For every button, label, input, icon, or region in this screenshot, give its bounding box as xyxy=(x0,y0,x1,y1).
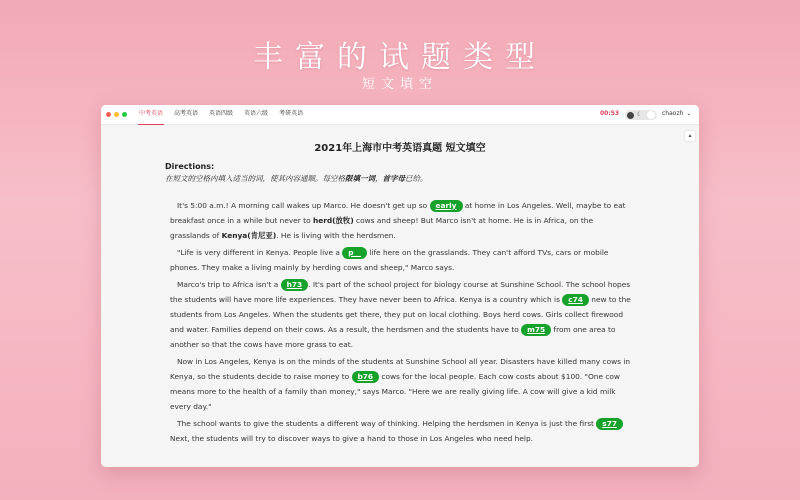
user-menu[interactable] xyxy=(662,105,691,123)
hero-title: 丰富的试题类型 xyxy=(253,40,547,75)
chevron-down-icon: ⌄ xyxy=(686,110,692,117)
blank-answer[interactable]: p__ xyxy=(342,247,367,259)
passage-text: cows for the local people. Each cow costs about $100. "One cow means more to the health of a family than money," says Marco. "Here we are really giving life. A cow will give a kid milk every day." xyxy=(170,372,620,411)
passage-bold: herd(放牧) xyxy=(312,216,354,225)
blank-answer[interactable]: c74 xyxy=(562,294,589,306)
app-window xyxy=(101,105,699,467)
exam-tabs xyxy=(138,105,304,125)
directions-part: 已给。 xyxy=(405,174,428,183)
passage-text: new to the students from Los Angeles. When the students get there, they put on local clothing. Boys herd cows. Girls collect firewood and water. Families depend on their cows. As a result, the herdsmen and the students have to xyxy=(170,295,631,334)
directions-text xyxy=(165,173,428,184)
passage-text: Next, the students will try to discover ways to give a hand to those in Los Angeles who need help. xyxy=(170,434,533,443)
passage-text: Now in Los Angeles, Kenya is on the minds of the students at Sunshine School all year. Disasters have killed many cows in Kenya, so the students decide to raise money to xyxy=(170,357,631,381)
paragraph xyxy=(170,277,632,352)
directions-part: 在短文的空格内填入适当的词，使其内容通顺。每空格 xyxy=(165,174,345,183)
moon-icon: ☾ xyxy=(637,111,643,118)
minimize-window-button[interactable] xyxy=(114,112,119,117)
blank-answer[interactable]: b76 xyxy=(352,371,380,383)
directions-bold: 限填一词 xyxy=(345,174,375,183)
blank-answer[interactable]: early xyxy=(430,200,463,212)
tab-zhongkao[interactable]: 中考英语 xyxy=(138,105,164,125)
timer: 00:53 xyxy=(600,110,620,117)
close-window-button[interactable] xyxy=(106,112,111,117)
passage-text: . He is living with the herdsmen. xyxy=(276,231,396,240)
passage-text: It's 5:00 a.m.! A morning call wakes up Marco. He doesn't get up so xyxy=(177,201,430,210)
toggle-track-dot xyxy=(647,111,655,119)
title-bar xyxy=(101,105,699,125)
document-area xyxy=(101,125,699,467)
passage-bold: Kenya(肯尼亚) xyxy=(221,231,277,240)
passage xyxy=(170,198,632,448)
passage-text: at home in Los Angeles. Well, maybe to eat breakfast once in a while but never to xyxy=(170,201,626,225)
directions-heading: Directions: xyxy=(165,162,215,171)
passage-text: The school wants to give the students a different way of thinking. Helping the herdsmen in Kenya is just the first xyxy=(177,419,597,428)
passage-text: cows and sheep! But Marco isn't at home. He is in Africa, on the grasslands of xyxy=(170,216,594,240)
passage-text: Marco's trip to Africa isn't a xyxy=(177,280,281,289)
page-title: 2021年上海市中考英语真题 短文填空 xyxy=(314,143,486,154)
hero-subtitle: 短文填空 xyxy=(361,77,438,92)
username: chaozh xyxy=(662,110,684,117)
tab-cet4[interactable]: 英语四级 xyxy=(209,110,234,117)
toggle-knob xyxy=(627,112,634,119)
tab-gaokao[interactable]: 高考英语 xyxy=(174,110,199,117)
blank-answer[interactable]: m75 xyxy=(521,324,551,336)
tab-kaoyan[interactable]: 考研英语 xyxy=(279,110,304,117)
blank-answer[interactable]: h73 xyxy=(281,279,309,291)
paragraph xyxy=(170,245,632,275)
scroll-icon[interactable]: ▴ xyxy=(685,131,695,141)
zoom-window-button[interactable] xyxy=(122,112,127,117)
theme-toggle[interactable] xyxy=(625,110,657,120)
paragraph xyxy=(170,416,632,446)
passage-text: . It's part of the school project for biology course at Sunshine School. The school hopes the students will have more life experiences. They have never been to Africa. Kenya is a country which is xyxy=(170,280,631,304)
passage-text: from one area to another so that the cows have more grass to eat. xyxy=(170,325,616,349)
window-controls xyxy=(106,112,127,117)
directions xyxy=(165,162,428,184)
paragraph xyxy=(170,354,632,414)
directions-part: ， xyxy=(375,174,383,183)
passage-text: "Life is very different in Kenya. People live a xyxy=(177,248,343,257)
directions-bold: 首字母 xyxy=(382,174,405,183)
paragraph xyxy=(170,198,632,243)
tab-cet6[interactable]: 英语六级 xyxy=(244,110,269,117)
passage-text: life here on the grasslands. They can't afford TVs, cars or mobile phones. They make a living mainly by herding cows and sheep," Marco says. xyxy=(170,248,609,272)
blank-answer[interactable]: s77 xyxy=(596,418,623,430)
